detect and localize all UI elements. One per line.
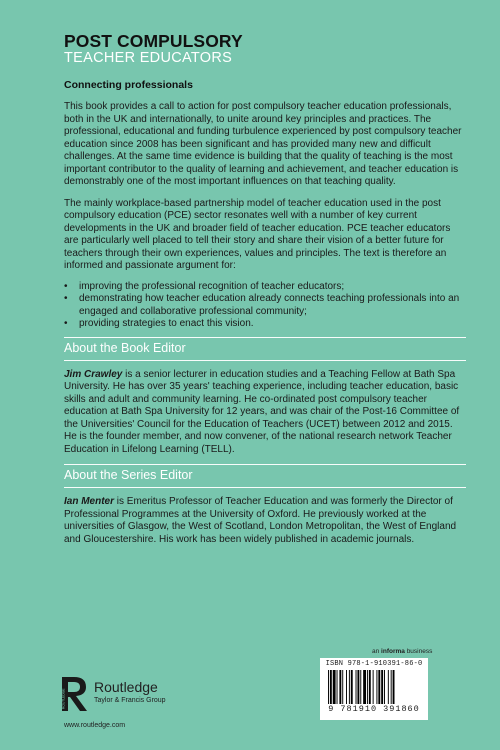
series-editor-bio-text: is Emeritus Professor of Teacher Education and was formerly the Director of Professional Programmes at the University of Oxford. He previously worked at the universities of Glasgow, the West of Scotland, London Metropolitan, the West of England and Gloucestershire. His work has been widely published in academic journals. — [64, 496, 457, 545]
list-item: • demonstrating how teacher education already connects teaching professionals into an engaged and collaborative professional community; — [64, 293, 466, 318]
publisher-name: Routledge — [94, 679, 158, 695]
barcode-bar — [369, 670, 371, 704]
barcode-bar — [367, 670, 368, 704]
book-editor-bio-text: is a senior lecturer in education studies and a Teaching Fellow at Bath Spa University. He has over 35 years' teaching experience, including teacher education, basic skills and adult and community learning. He co-ordinated post compulsory teacher education at Bath Spa University for 12 years, and was chair of the Post-16 Committee of the Universities' Council for the Education of Teachers (UCET) between 2012 and 2015. He is the founder member, and now convener, of the national research network Teacher Education in Lifelong Learning (TELL). — [64, 368, 460, 455]
barcode-bar — [339, 670, 341, 704]
barcode-bar — [363, 670, 366, 704]
barcode-bar — [391, 670, 392, 704]
barcode-bar — [342, 670, 343, 704]
barcode-bar — [373, 670, 374, 704]
list-item: • improving the professional recognition of teacher educators; — [64, 281, 466, 294]
barcode-bar — [360, 670, 361, 704]
publisher-url[interactable]: www.routledge.com — [64, 722, 126, 729]
book-editor-heading: About the Book Editor — [64, 340, 186, 355]
series-title-line1: POST COMPULSORY — [64, 31, 243, 51]
isbn-barcode — [320, 658, 428, 720]
back-cover-text — [64, 32, 466, 546]
svg-text:ROUTLEDGE: ROUTLEDGE — [61, 688, 66, 709]
book-editor-bio — [64, 369, 466, 457]
description-paragraph-2: The mainly workplace-based partnership model of teacher education used in the post compulsory education (PCE) sector resonates well with a number of key current developments in the UK and broader field of teacher education. PCE teacher educators are particularly well placed to tell their story and share their vision of a better future for teachers through their own experiences, values and principles. The text is therefore an informed and passionate argument for: — [64, 197, 451, 271]
barcode-bar — [330, 670, 332, 704]
series-editor-name: Ian Menter — [64, 496, 115, 507]
series-editor-bio — [64, 496, 466, 546]
book-subtitle: Connecting professionals — [64, 79, 193, 91]
barcode-bar — [356, 670, 357, 704]
divider — [64, 337, 466, 338]
description-paragraph-1: This book provides a call to action for post compulsory teacher education professionals, both in the UK and internationally, to unite around key principles and practices. The professional, educational and funding turbulence experienced by post compulsory teacher education since 2008 has been significant and has provided many new and difficult challenges. At the same time evidence is building that the quality of teaching is the most important contributor to the quality of learning and achievement, and teacher education is demonstrably one of the most important influences on that teaching quality. — [64, 101, 462, 187]
isbn-text: ISBN 978-1-910391-86-0 — [325, 660, 423, 668]
barcode-bar — [378, 670, 380, 704]
barcode-bar — [328, 670, 329, 704]
divider — [64, 464, 466, 465]
barcode-bar — [346, 670, 347, 704]
barcode-bar — [388, 670, 389, 704]
barcode-bar — [351, 670, 353, 704]
barcode-bar — [381, 670, 383, 704]
barcode-bar — [376, 670, 377, 704]
routledge-logo-icon — [60, 675, 90, 713]
divider — [64, 487, 466, 488]
book-editor-name: Jim Crawley — [64, 368, 123, 380]
list-item: • providing strategies to enact this vision. — [64, 318, 466, 331]
barcode-bar — [333, 670, 336, 704]
barcode-bar — [349, 670, 350, 704]
informa-tagline: an informa business — [372, 648, 433, 655]
argument-list — [64, 281, 466, 331]
series-editor-heading: About the Series Editor — [64, 468, 193, 482]
divider — [64, 360, 466, 361]
series-title-line2: TEACHER EDUCATORS — [64, 50, 233, 66]
barcode-bar — [384, 670, 385, 704]
publisher-group: Taylor & Francis Group — [94, 697, 166, 704]
barcode-digits: 9 781910 391860 — [328, 704, 420, 714]
barcode-bar — [337, 670, 338, 704]
barcode-icon — [326, 670, 422, 704]
barcode-bar — [393, 670, 395, 704]
barcode-bar — [357, 670, 359, 704]
informa-brand: informa — [381, 648, 405, 655]
